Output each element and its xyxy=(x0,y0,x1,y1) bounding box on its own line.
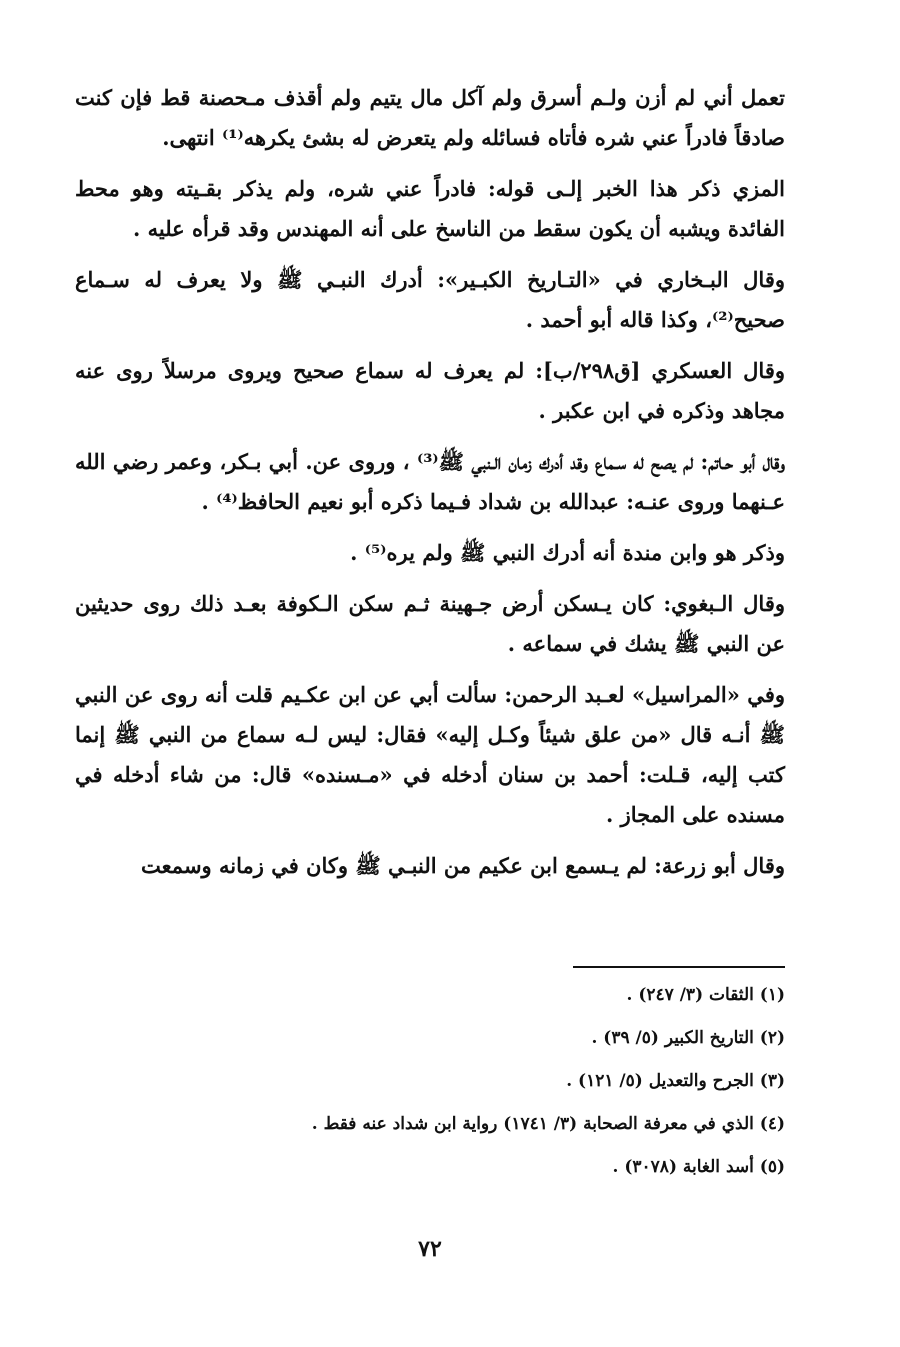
main-text xyxy=(75,78,785,886)
paragraph: وقال الـبغوي: كان يـسكن أرض جـهينة ثـم سكن الـكوفة بعـد ذلك روى حديثين عن النبي ﷺ يشك في سماعه . xyxy=(75,591,785,656)
paragraph: وقال أبو حـاتم: لم يصح له سـماع وقد أدرك زمان الـنبي ﷺ⁽³⁾ ، وروى عن. أبي بـكر، وعمر رضي الله عـنهما وروى عنـه: عبدالله بن شداد فـيما ذكره أبو نعيم الحافظ⁽⁴⁾ . xyxy=(75,449,785,514)
book-page xyxy=(75,78,785,1318)
paragraph: تعمل أني لم أزن ولـم أسرق ولم آكل مال يتيم ولم أقذف مـحصنة قط فإن كنت صادقاً فادراً عني شره فأتاه فسائله ولم يتعرض له بشئ يكرهه⁽¹⁾ انتهى. xyxy=(75,85,785,150)
paragraph: وقال أبو زرعة: لم يـسمع ابن عكيم من النبـي ﷺ وكان في زمانه وسمعت xyxy=(141,853,785,878)
footnote: (٣) الجرح والتعديل (٥/ ١٢١) . xyxy=(566,1071,785,1091)
footnote: (١) الثقات (٣/ ٢٤٧) . xyxy=(626,985,785,1005)
footnote: (٢) التاريخ الكبير (٥/ ٣٩) . xyxy=(591,1028,785,1048)
footnotes xyxy=(75,984,785,1199)
paragraph: وقال العسكري [ق٢٩٨/ب]: لم يعرف له سماع صحيح ويروى مرسلاً روى عنه مجاهد وذكره في ابن عكبر . xyxy=(75,358,785,423)
page-number: ٧٢ xyxy=(418,1236,442,1262)
paragraph: وقال البـخاري في «التـاريخ الكبـير»: أدرك النبـي ﷺ ولا يعرف له سـماع صحيح⁽²⁾، وكذا قاله أبو أحمد . xyxy=(75,267,785,332)
paragraph: المزي ذكر هذا الخبر إلـى قوله: فادراً عني شره، ولم يذكر بقـيته وهو محط الفائدة ويشبه أن يكون سقط من الناسخ على أنه المهندس وقد قرأه عليه . xyxy=(75,176,785,241)
paragraph: وذكر هو وابن مندة أنه أدرك النبي ﷺ ولم يره⁽⁵⁾ . xyxy=(350,540,785,565)
footnote-separator xyxy=(573,966,785,968)
paragraph: وفي «المراسيل» لعـبد الرحمن: سألت أبي عن ابن عكـيم قلت أنه روى عن النبي ﷺ أنـه قال «من علق شيئاً وكـل إليه» فقال: ليس لـه سماع من النبي ﷺ إنما كتب إليه، قـلت: أحمد بن سنان أدخله في «مـسنده» قال: من شاء أدخله في مسنده على المجاز . xyxy=(75,682,785,827)
footnote: (٥) أسد الغابة (٣٠٧٨) . xyxy=(612,1157,785,1177)
footnote: (٤) الذي في معرفة الصحابة (٣/ ١٧٤١) رواية ابن شداد عنه فقط . xyxy=(311,1114,785,1134)
